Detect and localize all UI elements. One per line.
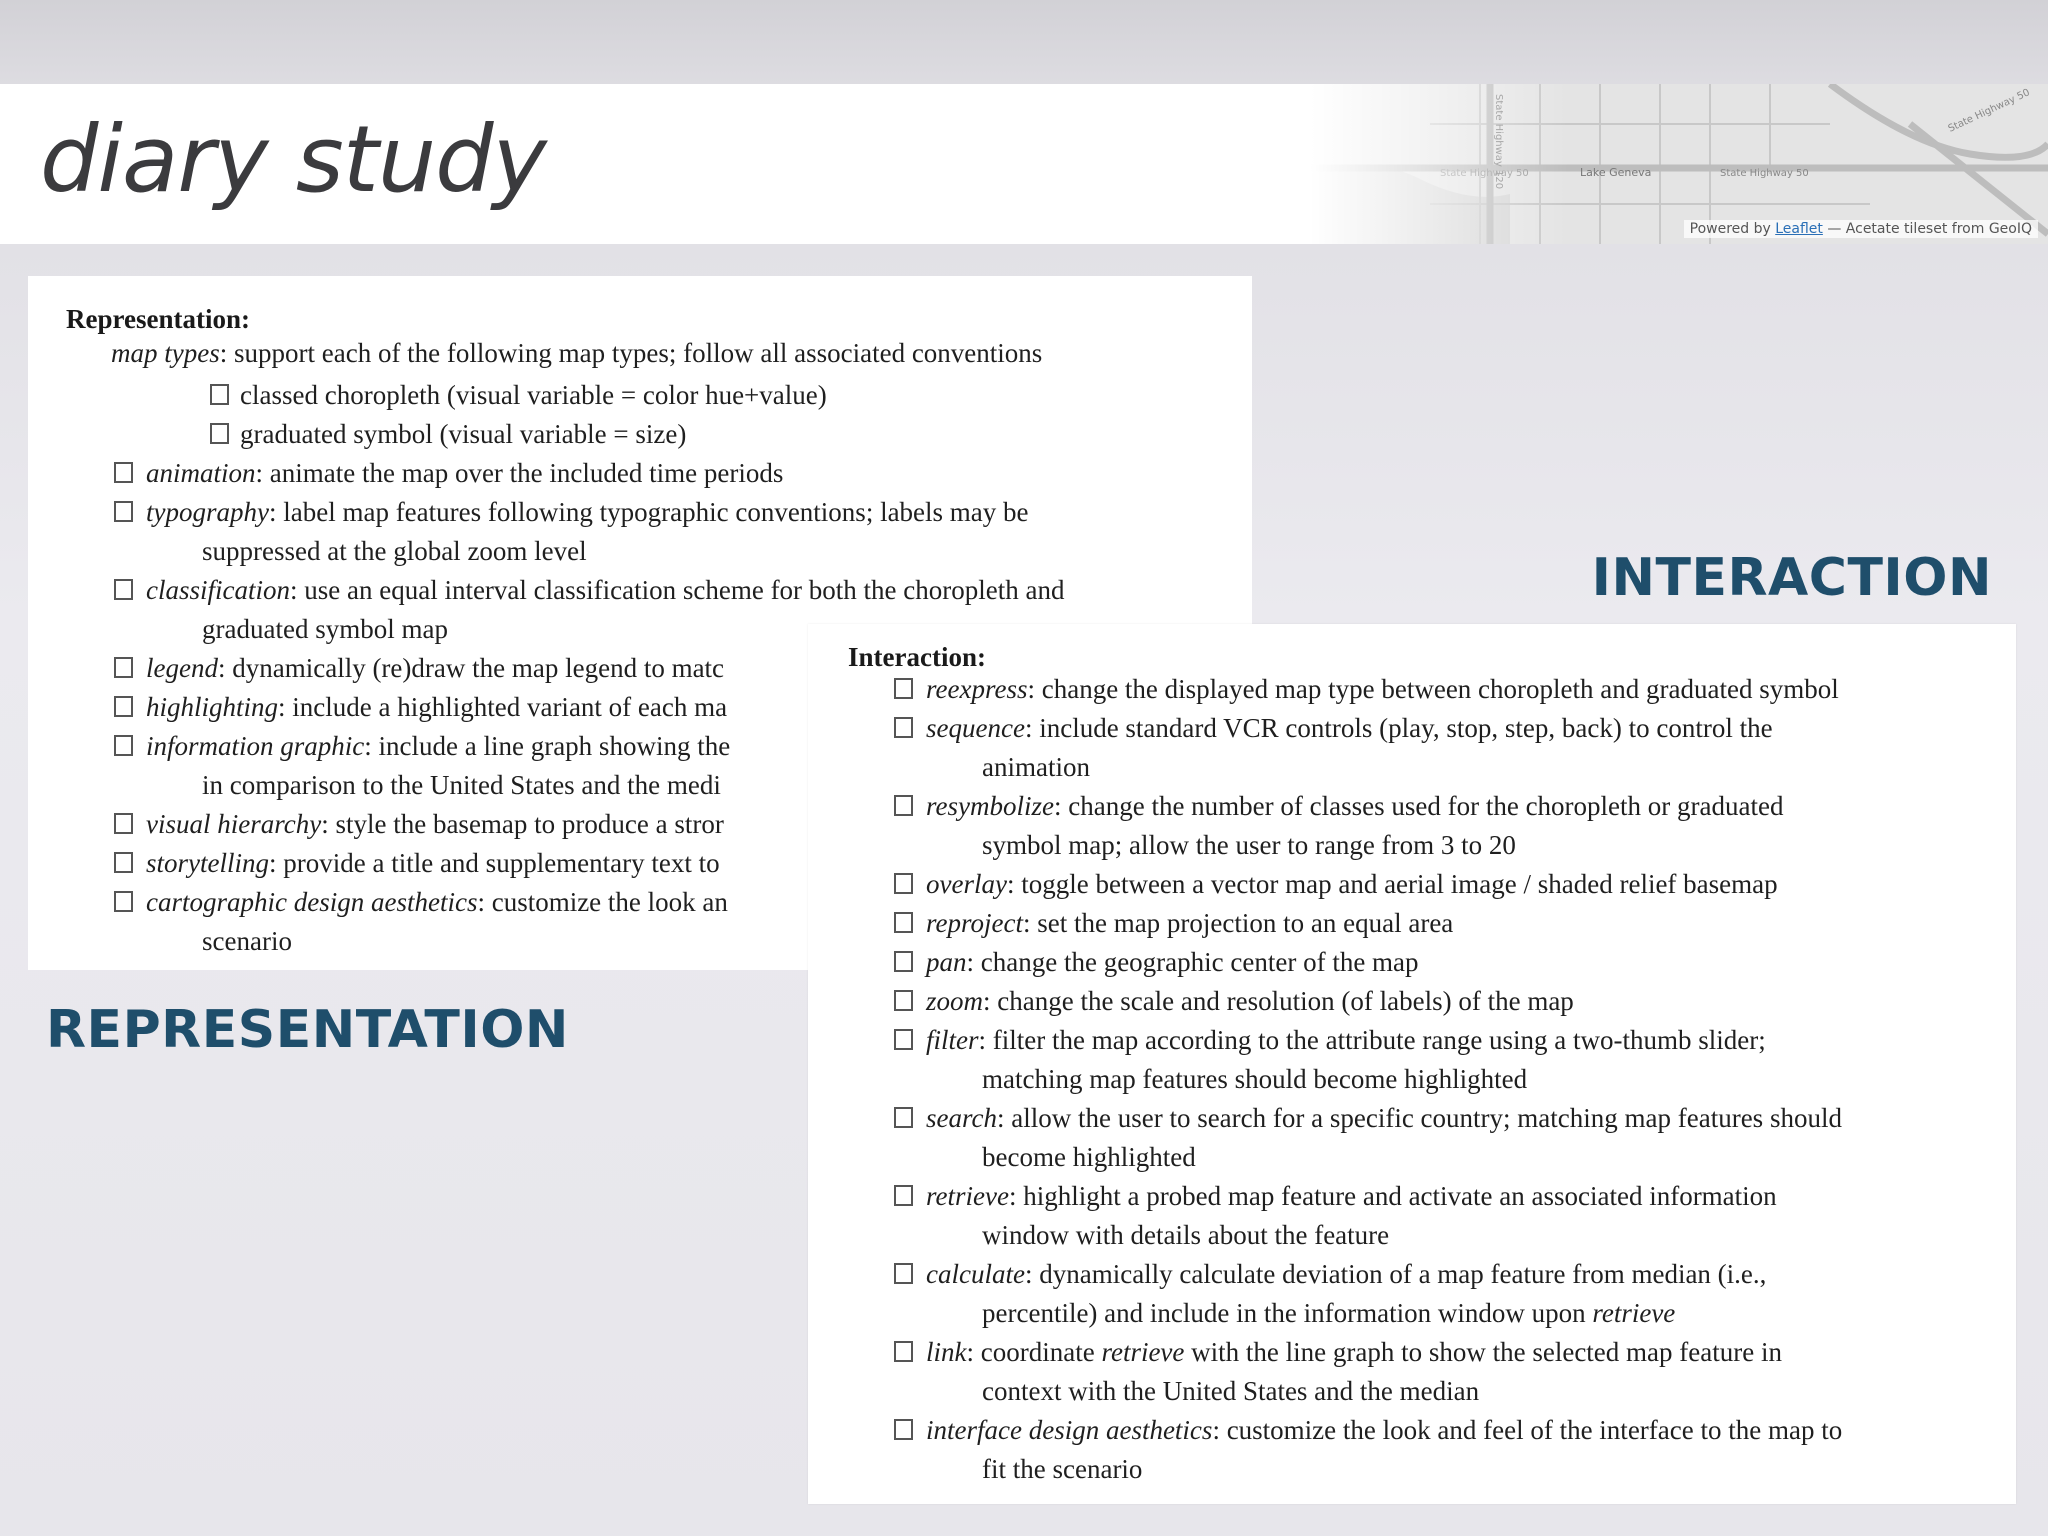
item-term: reexpress	[926, 674, 1028, 704]
representation-label: REPRESENTATION	[46, 1000, 569, 1060]
continuation-term: retrieve	[1592, 1298, 1676, 1328]
checkbox[interactable]	[894, 1107, 913, 1128]
item-text: : animate the map over the included time periods	[255, 458, 784, 488]
item-continuation	[926, 1294, 2002, 1333]
item-term: filter	[926, 1025, 979, 1055]
sublist-item	[208, 376, 827, 415]
checkbox[interactable]	[114, 501, 133, 522]
item-term: retrieve	[926, 1181, 1009, 1211]
interaction-card	[808, 624, 2016, 1504]
list-item	[892, 943, 2002, 982]
list-item	[892, 865, 2002, 904]
item-term: resymbolize	[926, 791, 1054, 821]
item-text: : provide a title and supplementary text to	[269, 848, 720, 878]
item-term: highlighting	[146, 692, 279, 722]
interaction-list	[892, 670, 2002, 1489]
list-item	[892, 670, 2002, 709]
leaflet-link[interactable]: Leaflet	[1775, 221, 1823, 237]
item-text: classed choropleth (visual variable = color hue+value)	[240, 380, 827, 410]
item-text: : include a highlighted variant of each ma	[278, 692, 728, 722]
item-term: interface design aesthetics	[926, 1415, 1213, 1445]
item-text: : dynamically (re)draw the map legend to matc	[217, 653, 725, 683]
item-text: : use an equal interval classification scheme for both the choropleth and	[290, 575, 1065, 605]
item-term: pan	[926, 947, 967, 977]
checkbox[interactable]	[894, 912, 913, 933]
checkbox[interactable]	[114, 696, 133, 717]
list-item	[892, 904, 2002, 943]
top-strip	[0, 0, 2048, 84]
checkbox[interactable]	[894, 873, 913, 894]
checkbox[interactable]	[894, 678, 913, 699]
item-term: sequence	[926, 713, 1025, 743]
checkbox[interactable]	[114, 852, 133, 873]
item-term: zoom	[926, 986, 984, 1016]
item-text: : toggle between a vector map and aerial image / shaded relief basemap	[1006, 869, 1778, 899]
map-attribution	[1684, 220, 2038, 238]
item-text: graduated symbol (visual variable = size)	[240, 419, 687, 449]
list-item	[892, 709, 2002, 787]
checkbox[interactable]	[894, 717, 913, 738]
item-term: animation	[146, 458, 256, 488]
item-text: : customize the look and feel of the interface to the map to	[1212, 1415, 1843, 1445]
item-term: storytelling	[146, 848, 269, 878]
list-item	[892, 1177, 2002, 1255]
title-band	[0, 84, 2048, 244]
checkbox[interactable]	[894, 951, 913, 972]
item-term: visual hierarchy	[146, 809, 322, 839]
list-item	[892, 982, 2002, 1021]
item-continuation: context with the United States and the median	[982, 1376, 1480, 1406]
list-item	[892, 1333, 2002, 1411]
item-continuation: become highlighted	[982, 1142, 1196, 1172]
list-item	[112, 454, 1232, 493]
checkbox[interactable]	[894, 1419, 913, 1440]
item-continuation: animation	[982, 752, 1090, 782]
item-text: : highlight a probed map feature and activate an associated information	[1008, 1181, 1777, 1211]
checkbox[interactable]	[894, 795, 913, 816]
item-text-2: with the line graph to show the selected map feature in	[1184, 1337, 1782, 1367]
item-continuation: suppressed at the global zoom level	[202, 536, 587, 566]
item-continuation: fit the scenario	[982, 1454, 1143, 1484]
continuation-text: percentile) and include in the information window upon	[982, 1298, 1593, 1328]
list-item	[892, 1021, 2002, 1099]
checkbox[interactable]	[114, 657, 133, 678]
item-continuation: scenario	[202, 926, 292, 956]
item-term: information graphic	[146, 731, 365, 761]
item-term: calculate	[926, 1259, 1025, 1289]
item-text: : style the basemap to produce a stror	[321, 809, 724, 839]
slide-title: diary study	[40, 106, 547, 213]
list-item	[892, 787, 2002, 865]
item-text: : include standard VCR controls (play, stop, step, back) to control the	[1024, 713, 1773, 743]
checkbox[interactable]	[114, 891, 133, 912]
item-continuation: graduated symbol map	[202, 614, 448, 644]
item-continuation: in comparison to the United States and the medi	[202, 770, 721, 800]
checkbox[interactable]	[894, 990, 913, 1011]
checkbox[interactable]	[210, 384, 229, 405]
attribution-prefix: Powered by	[1689, 221, 1776, 237]
item-continuation: matching map features should become highlighted	[982, 1064, 1528, 1094]
item-continuation: window with details about the feature	[982, 1220, 1390, 1250]
list-item	[892, 1099, 2002, 1177]
item-text: : set the map projection to an equal area	[1022, 908, 1454, 938]
item-term: typography	[146, 497, 269, 527]
sublist-item	[208, 415, 827, 454]
checkbox[interactable]	[894, 1263, 913, 1284]
item-term: cartographic design aesthetics	[146, 887, 478, 917]
interaction-label: INTERACTION	[1591, 548, 1992, 608]
item-text: : include a line graph showing the	[364, 731, 731, 761]
item-continuation: symbol map; allow the user to range from 3 to 20	[982, 830, 1516, 860]
item-term: overlay	[926, 869, 1007, 899]
checkbox[interactable]	[114, 462, 133, 483]
item-text: : filter the map according to the attribute range using a two-thumb slider;	[978, 1025, 1766, 1055]
item-term: link	[926, 1337, 967, 1367]
basemap-thumbnail	[1310, 84, 2048, 244]
item-text: : dynamically calculate deviation of a map feature from median (i.e.,	[1024, 1259, 1767, 1289]
intro-term: map types	[111, 338, 220, 368]
attribution-suffix: — Acetate tileset from GeoIQ	[1822, 221, 2032, 237]
item-text: : change the geographic center of the map	[966, 947, 1419, 977]
intro-text: : support each of the following map types; follow all associated conventions	[219, 338, 1043, 368]
checkbox[interactable]	[894, 1185, 913, 1206]
representation-heading: Representation:	[66, 304, 250, 334]
checkbox[interactable]	[114, 813, 133, 834]
checkbox[interactable]	[894, 1029, 913, 1050]
item-text: : change the number of classes used for the choropleth or graduated	[1053, 791, 1784, 821]
item-term: classification	[146, 575, 290, 605]
checkbox[interactable]	[210, 423, 229, 444]
checkbox[interactable]	[114, 579, 133, 600]
item-text: : change the scale and resolution (of labels) of the map	[983, 986, 1574, 1016]
map-types-intro	[111, 338, 1042, 369]
interaction-heading: Interaction:	[848, 642, 986, 672]
item-text: : change the displayed map type between choropleth and graduated symbol	[1027, 674, 1839, 704]
item-text: : coordinate	[966, 1337, 1102, 1367]
list-item	[112, 493, 1232, 571]
inline-term: retrieve	[1101, 1337, 1185, 1367]
item-text: : allow the user to search for a specific country; matching map features should	[996, 1103, 1842, 1133]
item-text: : customize the look an	[477, 887, 728, 917]
item-term: reproject	[926, 908, 1023, 938]
map-type-sublist	[208, 376, 827, 454]
list-item	[892, 1411, 2002, 1489]
checkbox[interactable]	[894, 1341, 913, 1362]
item-term: search	[926, 1103, 997, 1133]
list-item	[892, 1255, 2002, 1333]
item-term: legend	[146, 653, 218, 683]
checkbox[interactable]	[114, 735, 133, 756]
item-text: : label map features following typographic conventions; labels may be	[268, 497, 1029, 527]
